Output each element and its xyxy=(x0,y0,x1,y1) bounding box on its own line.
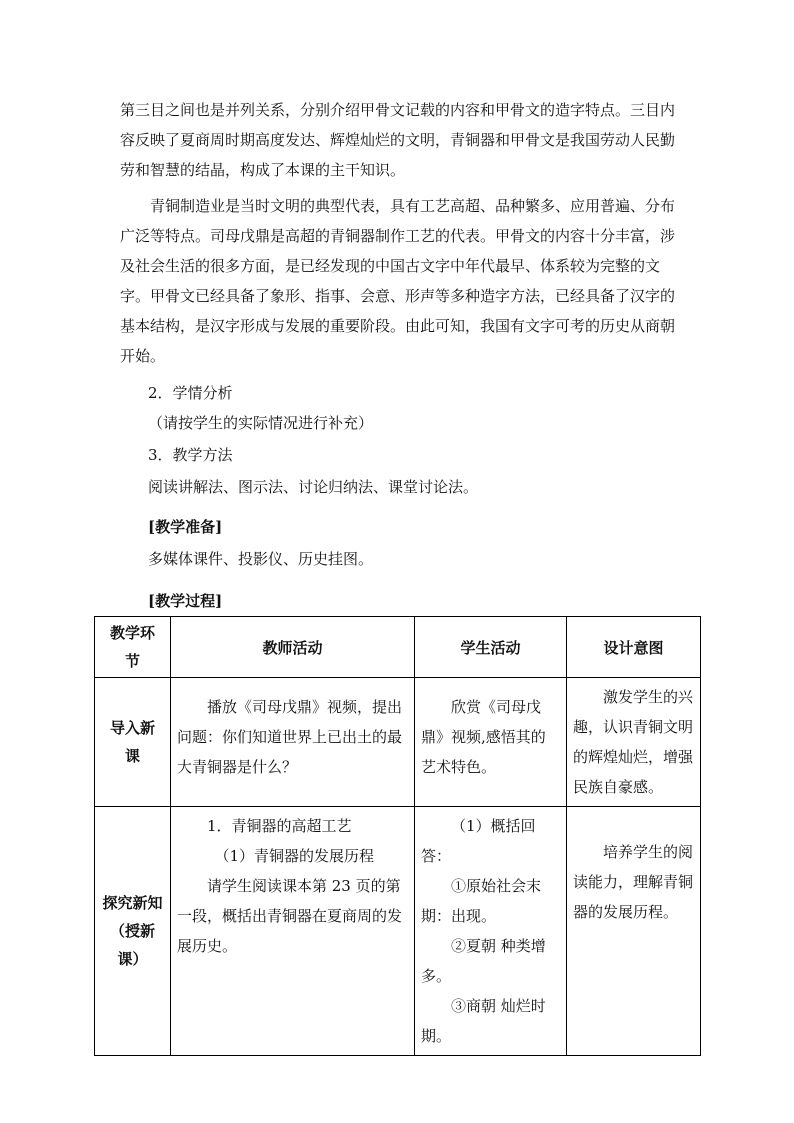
design-intent-cell xyxy=(567,678,701,807)
teacher-line: 播放《司母戊鼎》视频，提出问题：你们知道世界上已出土的最大青铜器是什么？ xyxy=(177,698,403,776)
student-activity-cell xyxy=(415,678,567,807)
teacher-line: 请学生阅读课本第 23 页的第一段，概括出青铜器在夏商周的发展历史。 xyxy=(177,877,403,955)
design-intent-cell xyxy=(567,807,701,1056)
stage-cell xyxy=(95,678,171,807)
teacher-activity-cell xyxy=(171,678,415,807)
header-design-intent: 设计意图 xyxy=(567,617,701,678)
prep-text: 多媒体课件、投影仪、历史挂图。 xyxy=(148,550,374,568)
prep-heading: [教学准备] xyxy=(148,518,223,536)
student-line: ①原始社会末期：出现。 xyxy=(421,877,542,925)
intro-paragraph-2: 青铜制造业是当时文明的典型代表，具有工艺高超、品种繁多、应用普遍、分布广泛等特点。司母戊鼎是高超的青铜器制作工艺的代表。甲骨文的内容十分丰富，涉及社会生活的很多方面，是已经发现的中国古文字中年代最早、体系较为完整的文字。甲骨文已经具备了象形、指事、会意、形声等多种造字方法，已经具备了汉字的基本结构，是汉字形成与发展的重要阶段。由此可知，我国有文字可考的历史从商朝开始。 xyxy=(120,197,676,365)
stage-label: 探究新知（授新课） xyxy=(102,894,163,968)
student-activity-cell xyxy=(415,807,567,1056)
section-3-text: 阅读讲解法、图示法、讨论归纳法、课堂讨论法。 xyxy=(148,478,479,496)
stage-label: 导入新课 xyxy=(109,719,155,765)
header-student-activity: 学生活动 xyxy=(415,617,567,678)
student-line: 欣赏《司母戊鼎》视频,感悟其的艺术特色。 xyxy=(421,698,546,776)
student-line: ②夏朝 种类增多。 xyxy=(421,937,546,985)
header-teacher-activity: 教师活动 xyxy=(171,617,415,678)
student-line: ③商朝 灿烂时期。 xyxy=(421,997,546,1045)
teacher-line: （1）青铜器的发展历程 xyxy=(214,847,375,865)
section-3-title: 3．教学方法 xyxy=(148,446,233,464)
process-heading: [教学过程] xyxy=(148,592,223,610)
section-2-title: 2．学情分析 xyxy=(148,384,233,402)
table-row xyxy=(95,678,701,807)
student-line: （1）概括回答： xyxy=(421,817,536,865)
section-2-text: （请按学生的实际情况进行补充） xyxy=(148,414,374,432)
table-row xyxy=(95,807,701,1056)
teacher-line: 1．青铜器的高超工艺 xyxy=(207,817,352,835)
intent-line: 培养学生的阅读能力，理解青铜器的发展历程。 xyxy=(573,843,694,921)
intro-paragraph-1: 第三目之间也是并列关系，分别介绍甲骨文记载的内容和甲骨文的造字特点。三目内容反映了夏商周时期高度发达、辉煌灿烂的文明，青铜器和甲骨文是我国劳动人民勤劳和智慧的结晶，构成了本课的主干知识。 xyxy=(120,101,676,179)
header-stage: 教学环节 xyxy=(95,617,171,678)
table-header-row xyxy=(95,617,701,678)
teacher-activity-cell xyxy=(171,807,415,1056)
intent-line: 激发学生的兴趣，认识青铜文明的辉煌灿烂，增强民族自豪感。 xyxy=(573,688,694,796)
teaching-process-table xyxy=(94,616,701,1056)
stage-cell xyxy=(95,807,171,1056)
